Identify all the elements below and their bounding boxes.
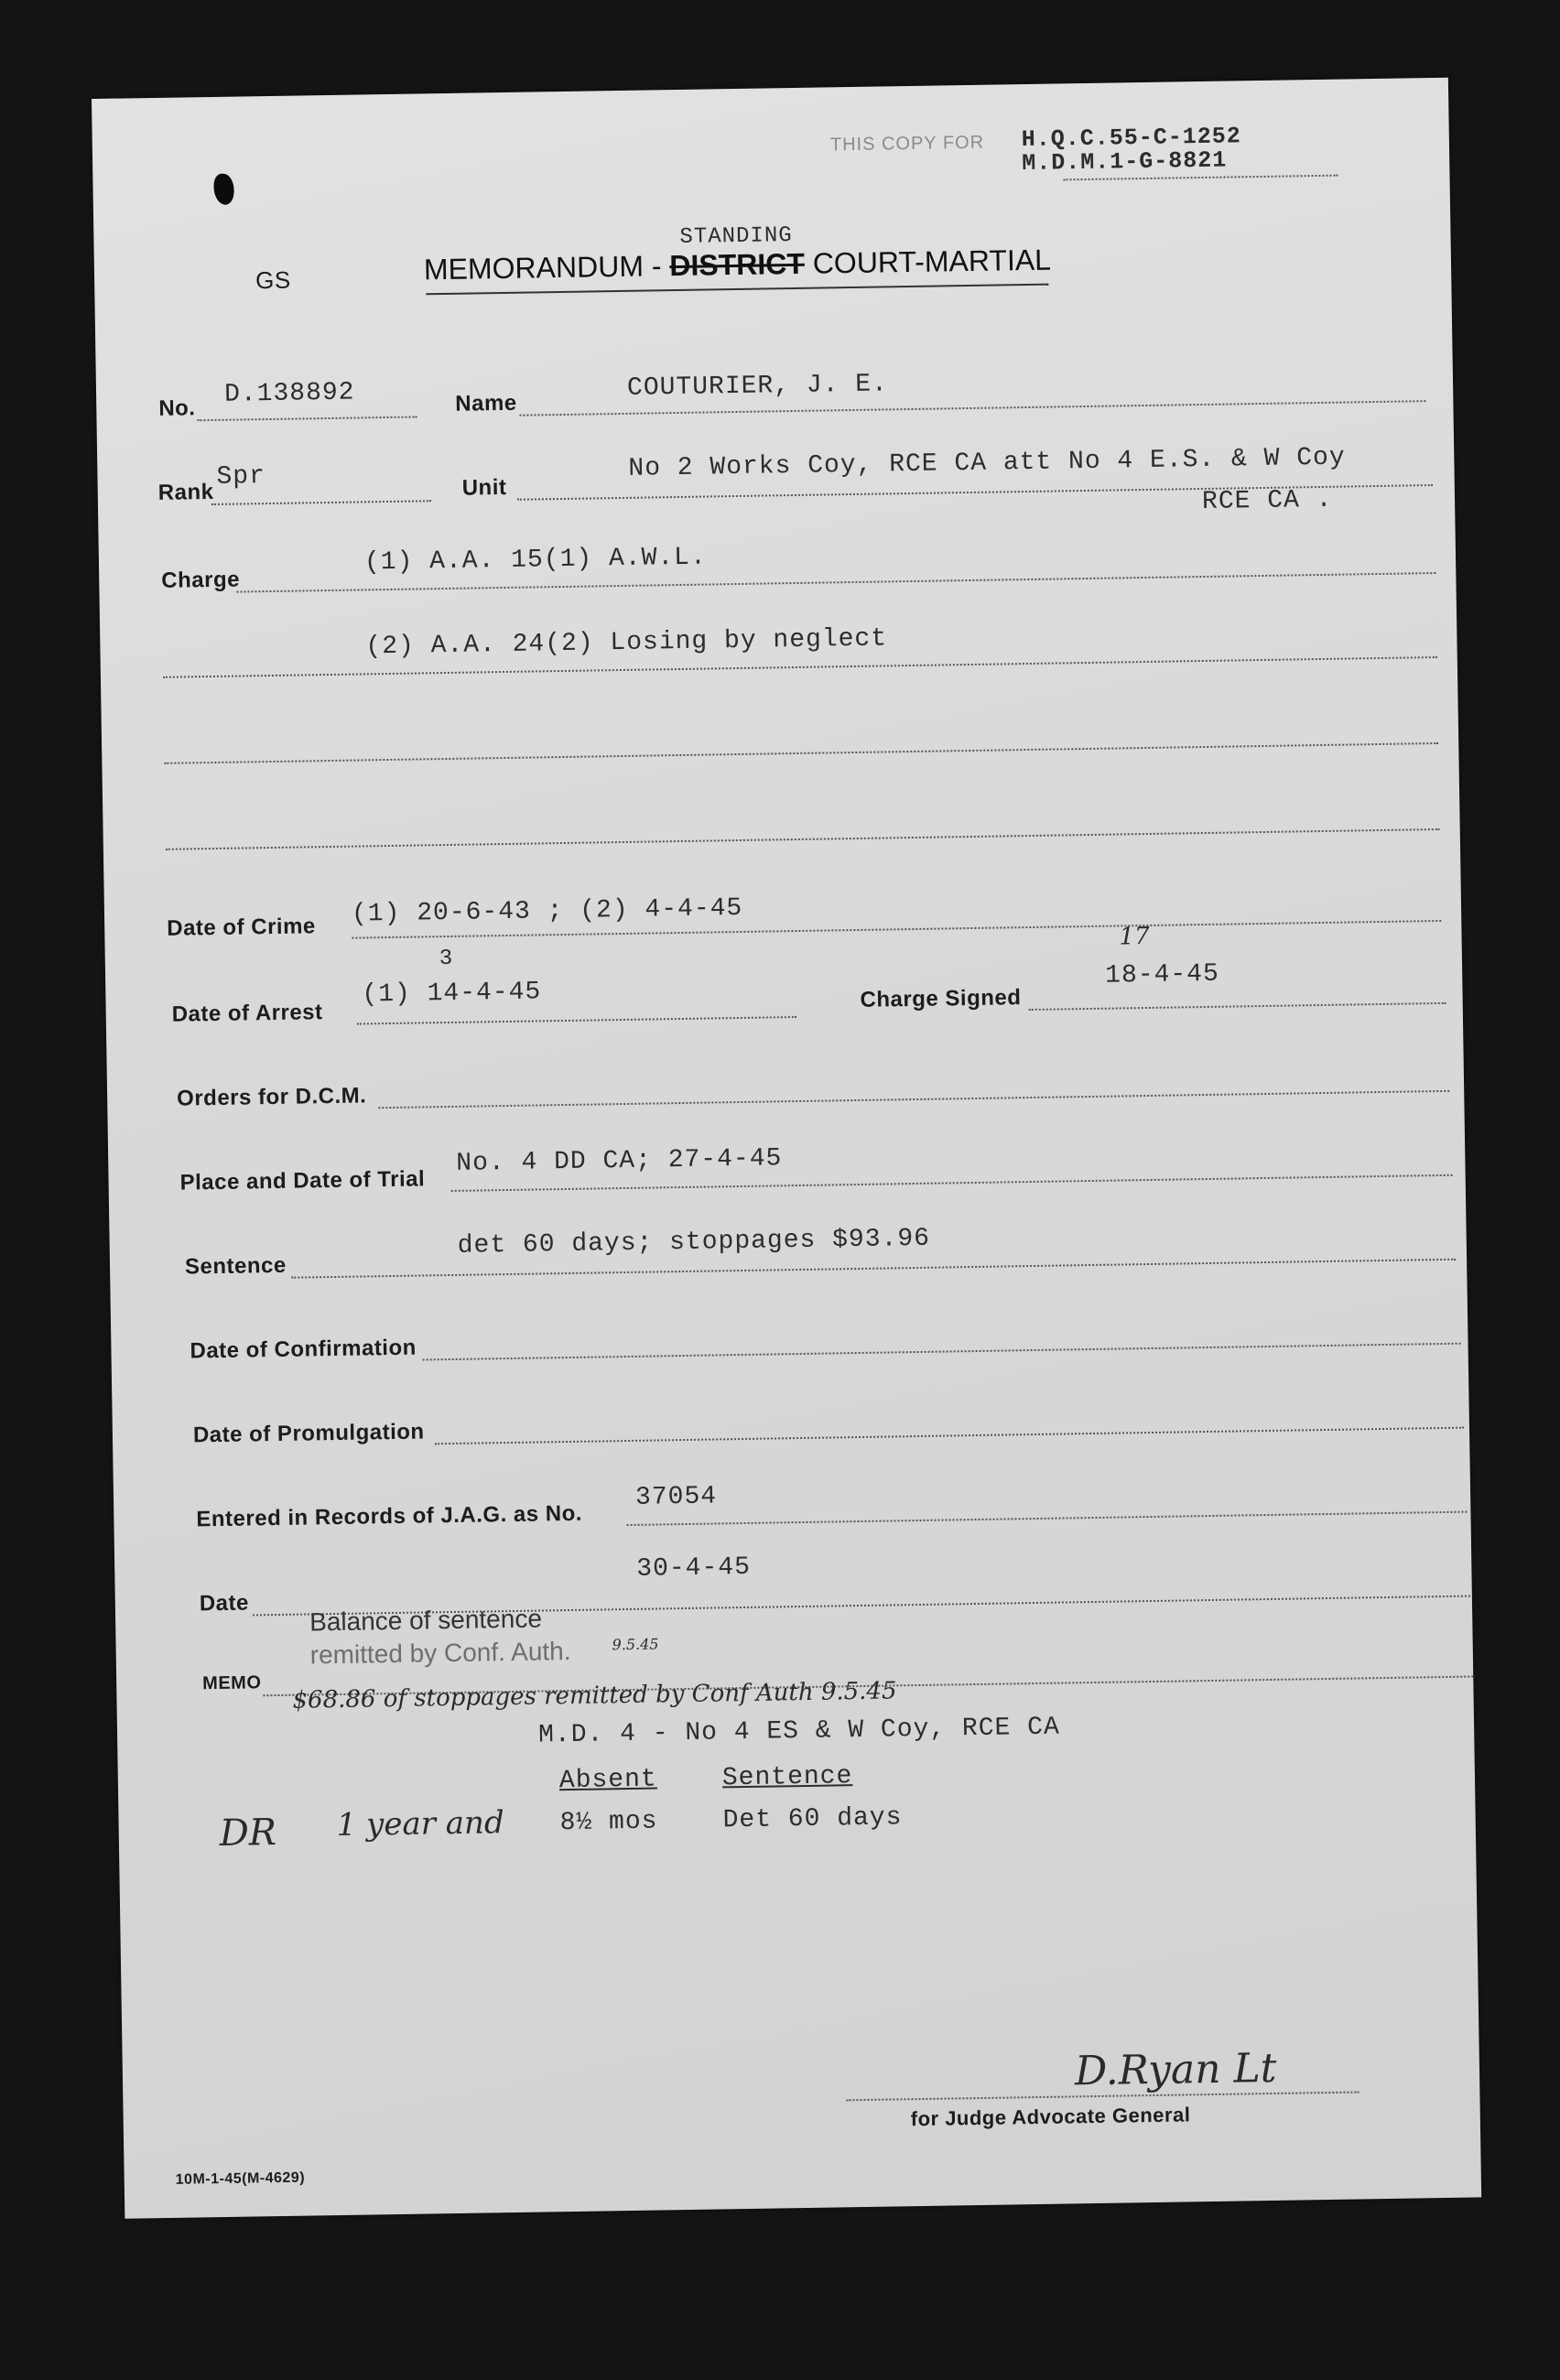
unit-value-continued: RCE CA . <box>1201 485 1333 516</box>
charge-label: Charge <box>161 567 241 593</box>
arrest-date-correction: 3 <box>439 946 454 972</box>
confirmation-rule <box>423 1343 1461 1361</box>
rank-value: Spr <box>216 462 266 492</box>
charge-signed-label: Charge Signed <box>860 985 1022 1012</box>
title-insertion: STANDING <box>679 222 793 250</box>
rank-rule <box>211 500 431 505</box>
no-rule <box>198 416 417 421</box>
ink-blot <box>213 174 234 205</box>
memo-label: MEMO <box>202 1672 262 1694</box>
confirmation-label: Date of Confirmation <box>190 1335 417 1364</box>
form-title <box>424 243 1052 287</box>
signature-caption: for Judge Advocate General <box>910 2103 1191 2131</box>
charge-2: (2) A.A. 24(2) Losing by neglect <box>365 624 888 662</box>
sentence-label: Sentence <box>184 1252 287 1280</box>
soldier-name: COUTURIER, J. E. <box>626 370 889 403</box>
md-file-number: M.D.M.1-G-8821 <box>1022 146 1228 178</box>
service-number: D.138892 <box>223 378 355 409</box>
charge-signed-rule <box>1029 1002 1446 1011</box>
sentence-value: det 60 days; stoppages $93.96 <box>457 1224 931 1260</box>
officer-signature: D.Ryan Lt <box>1074 2044 1277 2095</box>
place-date-rule <box>451 1174 1453 1192</box>
jag-record-number: 37054 <box>634 1482 718 1512</box>
entered-rule <box>627 1511 1468 1526</box>
absent-header: Absent <box>558 1765 657 1796</box>
unit-label: Unit <box>461 474 507 501</box>
promulgation-rule <box>435 1427 1464 1445</box>
entered-label: Entered in Records of J.A.G. as No. <box>196 1500 583 1532</box>
charge-signed-value: 18-4-45 <box>1104 959 1220 990</box>
date-of-crime-value: (1) 20-6-43 ; (2) 4-4-45 <box>351 893 743 929</box>
memo-sentence-value: Det 60 days <box>722 1803 903 1835</box>
remission-stamp-line-2: remitted by Conf. Auth. <box>309 1636 571 1670</box>
unit-value: No 2 Works Coy, RCE CA att No 4 E.S. & W Coy <box>628 443 1346 483</box>
sentence-rule <box>291 1259 1456 1279</box>
date-of-arrest-rule <box>357 1016 796 1025</box>
gs-mark: GS <box>255 265 291 295</box>
place-date-value: No. 4 DD CA; 27-4-45 <box>456 1144 783 1178</box>
reviewer-initials: DR <box>219 1812 277 1855</box>
date-value: 30-4-45 <box>636 1552 752 1584</box>
charge-1: (1) A.A. 15(1) A.W.L. <box>363 543 708 578</box>
sentence-header: Sentence <box>721 1762 853 1793</box>
date-of-arrest-value: (1) 14-4-45 <box>362 978 542 1010</box>
charge-signed-correction: 17 <box>1119 922 1150 951</box>
copy-stamp: THIS COPY FOR <box>829 132 985 156</box>
date-label: Date <box>199 1590 250 1617</box>
charge-rule-3 <box>164 742 1438 764</box>
hq-file-number: H.Q.C.55-C-1252 <box>1021 123 1242 154</box>
rank-label: Rank <box>157 479 214 505</box>
date-of-crime-label: Date of Crime <box>167 914 316 941</box>
remission-stamp-date: 9.5.45 <box>612 1635 659 1654</box>
charge-rule-2 <box>163 656 1437 678</box>
no-label: No. <box>158 395 196 421</box>
name-rule <box>519 400 1425 416</box>
form-number: 10M-1-45(M-4629) <box>175 2169 306 2188</box>
orders-label: Orders for D.C.M. <box>176 1083 367 1111</box>
memorandum-form <box>92 78 1481 2219</box>
date-of-arrest-label: Date of Arrest <box>171 1000 323 1027</box>
title-prefix: MEMORANDUM - <box>423 249 662 287</box>
charge-rule-4 <box>166 828 1440 850</box>
place-date-label: Place and Date of Trial <box>179 1166 426 1195</box>
md-unit-line: M.D. 4 - No 4 ES & W Coy, RCE CA <box>537 1713 1061 1750</box>
absent-duration: 8½ mos <box>559 1807 658 1838</box>
remission-stamp-line-1: Balance of sentence <box>309 1604 543 1637</box>
absent-handwritten: 1 year and <box>336 1804 504 1844</box>
promulgation-label: Date of Promulgation <box>192 1419 425 1448</box>
title-suffix: COURT-MARTIAL <box>812 243 1052 280</box>
title-struck-word: DISTRICT <box>669 246 806 283</box>
handwritten-stoppage-note: $68.86 of stoppages remitted by Conf Auth 9.5.45 <box>292 1677 897 1715</box>
orders-rule <box>378 1090 1449 1109</box>
name-label: Name <box>455 390 517 416</box>
